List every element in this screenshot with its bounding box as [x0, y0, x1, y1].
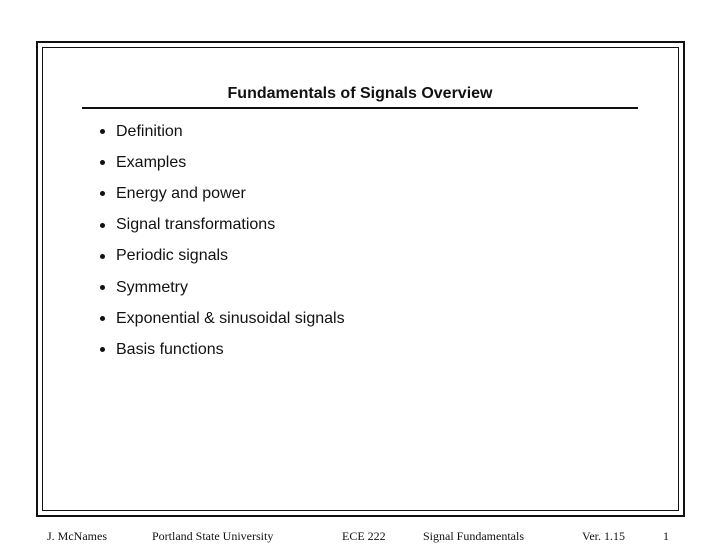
bullet-item-exponential-sinusoidal: [96, 303, 345, 334]
bullet-text: Basis functions: [116, 340, 224, 358]
bullet-icon: [100, 191, 105, 196]
bullet-text: Energy and power: [116, 184, 246, 202]
bullet-text: Definition: [116, 122, 183, 140]
bullet-item-definition: [96, 116, 345, 147]
bullet-item-basis-functions: [96, 334, 345, 365]
footer-course: ECE 222: [342, 529, 386, 543]
bullet-text: Exponential & sinusoidal signals: [116, 309, 345, 327]
footer-university: Portland State University: [152, 529, 274, 543]
bullet-icon: [100, 160, 105, 165]
title-underline: [82, 107, 638, 109]
bullet-icon: [100, 347, 105, 352]
footer-author: J. McNames: [47, 529, 107, 543]
bullet-text: Examples: [116, 153, 187, 171]
bullet-item-periodic-signals: [96, 241, 345, 272]
bullet-item-examples: [96, 147, 345, 178]
bullet-item-energy-power: [96, 178, 345, 209]
bullet-icon: [100, 223, 105, 228]
slide-footer: [0, 527, 720, 545]
bullet-icon: [100, 316, 105, 321]
footer-topic: Signal Fundamentals: [423, 529, 524, 543]
bullet-item-signal-transformations: [96, 210, 345, 241]
footer-page-number: 1: [663, 529, 669, 543]
bullet-text: Periodic signals: [116, 247, 229, 265]
slide-title: Fundamentals of Signals Overview: [227, 85, 493, 102]
bullet-text: Symmetry: [116, 278, 188, 296]
bullet-icon: [100, 285, 105, 290]
bullet-text: Signal transformations: [116, 216, 276, 234]
bullet-list: [96, 116, 345, 366]
bullet-icon: [100, 129, 105, 134]
bullet-icon: [100, 254, 105, 259]
footer-version: Ver. 1.15: [582, 529, 625, 543]
bullet-item-symmetry: [96, 272, 345, 303]
